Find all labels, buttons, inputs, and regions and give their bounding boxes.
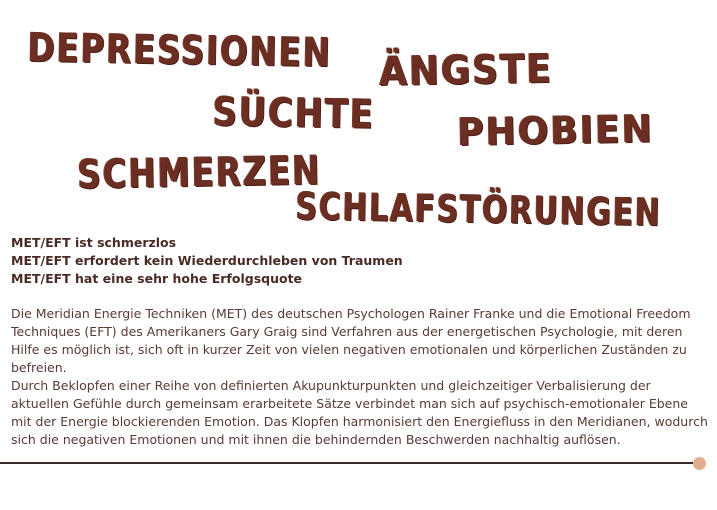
- banner-word-schlafstoerungen: SCHLAFSTÖRUNGEN: [295, 184, 662, 235]
- intro-paragraph: Die Meridian Energie Techniken (MET) des deutschen Psychologen Rainer Franke und die Emotional Freedom Techniques (EFT) des Amerikaners Gary Graig sind Verfahren aus der energetischen Psychologie, mit deren Hilfe es möglich ist, sich oft in kurzer Zeit von vielen negativen emotionalen und körperlichen Zuständen zu befreien.: [11, 306, 691, 375]
- banner-word-phobien: PHOBIEN: [456, 106, 655, 154]
- footer-divider: [0, 462, 695, 464]
- banner-word-aengste: ÄNGSTE: [378, 45, 554, 95]
- highlight-item: MET/EFT ist schmerzlos: [11, 235, 177, 250]
- highlight-item: MET/EFT erfordert kein Wiederdurchleben von Traumen: [11, 253, 403, 268]
- banner-word-depressionen: DEPRESSIONEN: [27, 25, 333, 77]
- method-paragraph: Durch Beklopfen einer Reihe von definierten Akupunkturpunkten und gleichzeitiger Verbalisierung der aktuellen Gefühle durch gemeinsam erarbeitete Sätze verbindet man sich auf psychisch-emotionaler Ebene mit der Energie blockierenden Emotion. Das Klopfen harmonisiert den Energiefluss in den Meridianen, wodurch sich die negativen Emotionen und mit ihnen die behindernden Beschwerden nachhaltig auflösen.: [11, 378, 708, 447]
- highlight-item: MET/EFT hat eine sehr hohe Erfolgsquote: [11, 271, 303, 286]
- banner-word-schmerzen: SCHMERZEN: [76, 147, 322, 198]
- banner-word-suechte: SÜCHTE: [212, 89, 376, 138]
- divider-end-dot: [693, 457, 706, 470]
- highlights-list: [11, 234, 403, 288]
- header-banner: [0, 0, 717, 235]
